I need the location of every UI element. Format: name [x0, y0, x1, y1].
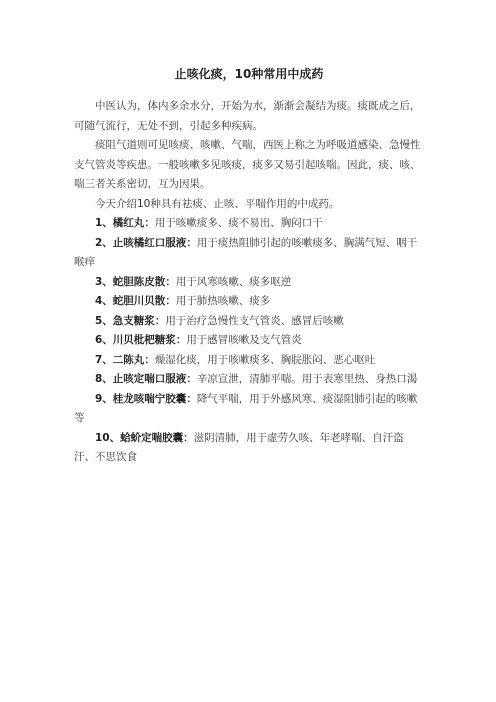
medicine-name: 4、蛇胆川贝散 — [95, 295, 166, 307]
medicine-description: 用于咳嗽痰多、痰不易出、胸闷口干 — [154, 217, 323, 229]
medicine-description: 用于痰热阻肺引起的咳嗽痰多、胸满气短、咽干喉痒 — [74, 236, 418, 268]
medicine-item-7 — [74, 351, 424, 371]
medicine-name: 9、桂龙咳喘宁胶囊 — [95, 392, 187, 405]
medicine-name: 7、二陈丸 — [95, 353, 145, 366]
medicine-description: 辛凉宣泄，清肺平喘。用于表寒里热、身热口渴 — [196, 373, 418, 385]
item-separator: ： — [165, 275, 176, 288]
intro-paragraph-2: 痰阻气道则可见咳痰、咳嗽、气喘，西医上称之为呼吸道感染、急慢性支气管炎等疾患。一般咳嗽多见咳痰，痰多又易引起咳喘。因此，痰、咳、喘三者关系密切，互为因果。 — [74, 139, 421, 190]
medicine-description: 降气平喘，用于外感风寒、痰湿阻肺引起的咳嗽等 — [74, 392, 418, 424]
medicine-item-3 — [74, 273, 424, 293]
item-separator: ： — [175, 334, 187, 346]
document-title: 止咳化痰，10种常用中成药 — [174, 67, 324, 81]
medicine-item-8 — [74, 370, 424, 390]
medicine-description: 用于肺热咳嗽、痰多 — [175, 295, 271, 307]
item-separator: ： — [186, 392, 197, 405]
medicine-item-2 — [74, 234, 424, 273]
item-separator: ： — [144, 217, 155, 229]
medicine-item-6 — [74, 331, 424, 351]
medicine-item-5 — [74, 312, 424, 332]
item-separator: ： — [154, 314, 166, 327]
medicine-item-4 — [74, 292, 424, 312]
medicine-name: 10、蛤蚧定喘胶囊 — [95, 431, 184, 444]
medicine-description: 燥湿化痰，用于咳嗽痰多、胸脘胀闷、恶心呕吐 — [154, 353, 376, 366]
item-separator: ： — [183, 431, 194, 444]
medicine-name: 8、止咳定喘口服液 — [95, 373, 187, 385]
item-separator: ： — [144, 353, 155, 366]
medicine-description: 用于风寒咳嗽、痰多呕逆 — [175, 275, 292, 288]
intro-paragraph-3: 今天介绍10种具有祛痰、止咳、平喘作用的中成药。 — [95, 197, 340, 210]
item-separator: ： — [186, 236, 197, 249]
intro-paragraph-1: 中医认为，体内多余水分，开始为水，渐渐会凝结为痰。痰既成之后，可随气流行，无处不到，引起多种疾病。 — [74, 100, 421, 132]
medicine-description: 用于治疗急慢性支气管炎、感冒后咳嗽 — [165, 314, 344, 327]
medicine-description: 滋阴清肺，用于虚劳久咳、年老哮喘、自汗盗汗、不思饮食 — [74, 431, 404, 463]
medicine-description: 用于感冒咳嗽及支气管炎 — [186, 334, 302, 346]
medicine-item-1 — [74, 214, 424, 234]
medicine-name: 1、橘红丸 — [95, 217, 145, 229]
medicine-name: 2、止咳橘红口服液 — [95, 236, 187, 249]
medicine-name: 3、蛇胆陈皮散 — [95, 275, 166, 288]
item-separator: ： — [165, 295, 176, 307]
medicine-item-9 — [74, 390, 424, 429]
medicine-name: 5、急支糖浆 — [95, 314, 155, 327]
medicine-name: 6、川贝枇杷糖浆 — [95, 334, 176, 346]
medicine-item-10 — [74, 429, 424, 468]
item-separator: ： — [186, 373, 197, 385]
